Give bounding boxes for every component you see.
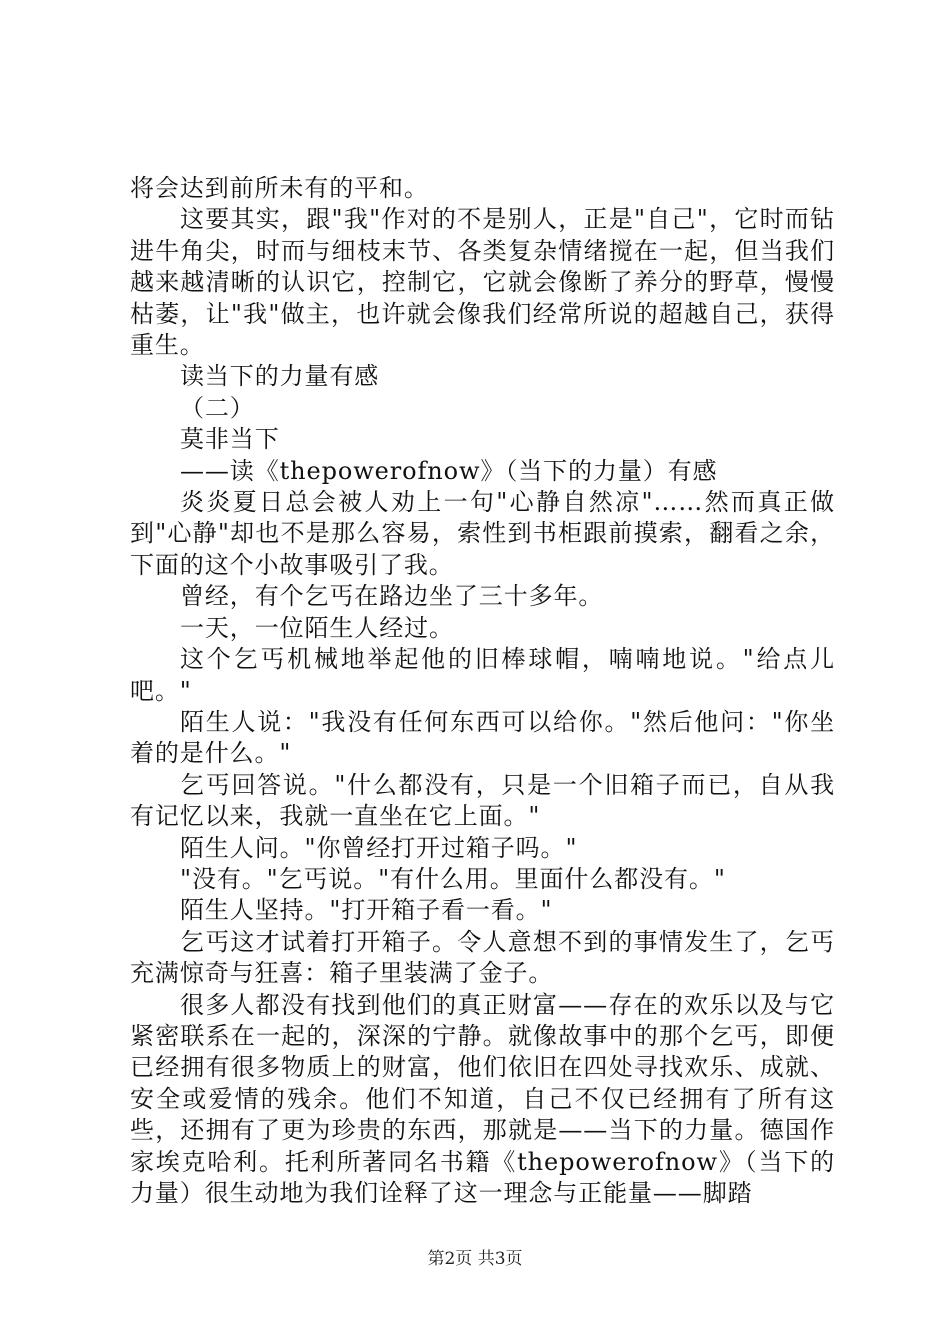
paragraph: ——读《thepowerofnow》（当下的力量）有感 — [180, 456, 718, 485]
paragraph: 很多人都没有找到他们的真正财富——存在的欢乐以及与它紧密联系在一起的，深深的宁静。就像故事中的那个乞丐，即便已经拥有很多物质上的财富，他们依旧在四处寻找欢乐、成就、安全或爱情的残余。他们不知道，自己不仅已经拥有了所有这些，还拥有了更为珍贵的东西，那就是——当下的力量。德国作家埃克哈利。托利所著同名书籍《thepowerofnow》（当下的力量）很生动地为我们诠释了这一理念与正能量——脚踏 — [130, 990, 835, 1207]
page-footer: 第2页 共3页 — [427, 1249, 523, 1269]
paragraph: 一天，一位陌生人经过。 — [180, 613, 454, 642]
paragraph: 陌生人坚持。"打开箱子看一看。" — [180, 896, 553, 925]
paragraph: 乞丐这才试着打开箱子。令人意想不到的事情发生了，乞丐充满惊奇与狂喜：箱子里装满了金子。 — [130, 927, 835, 988]
paragraph: 这要其实，跟"我"作对的不是别人，正是"自己"，它时而钻进牛角尖，时而与细枝末节、各类复杂情绪搅在一起，但当我们越来越清晰的认识它，控制它，它就会像断了养分的野草，慢慢枯萎，让"我"做主，也许就会像我们经常所说的超越自己，获得重生。 — [130, 205, 835, 360]
paragraph: 陌生人问。"你曾经打开过箱子吗。" — [180, 833, 578, 862]
paragraph: 莫非当下 — [180, 425, 280, 454]
paragraph: 炎炎夏日总会被人劝上一句"心静自然凉"……然而真正做到"心静"却也不是那么容易，索性到书柜跟前摸索，翻看之余，下面的这个小故事吸引了我。 — [130, 488, 835, 579]
paragraph: 乞丐回答说。"什么都没有，只是一个旧箱子而已，自从我有记忆以来，我就一直坐在它上面。" — [130, 770, 835, 831]
paragraph: 读当下的力量有感 — [180, 362, 380, 391]
paragraph: 陌生人说："我没有任何东西可以给你。"然后他问："你坐着的是什么。" — [130, 707, 835, 768]
body-text — [130, 173, 835, 1209]
paragraph: 曾经，有个乞丐在路边坐了三十多年。 — [180, 582, 604, 611]
paragraph: 将会达到前所未有的平和。 — [130, 174, 429, 202]
paragraph: （二） — [180, 393, 255, 422]
paragraph: "没有。"乞丐说。"有什么用。里面什么都没有。" — [180, 864, 726, 893]
paragraph: 这个乞丐机械地举起他的旧棒球帽，喃喃地说。"给点儿吧。" — [130, 645, 835, 705]
